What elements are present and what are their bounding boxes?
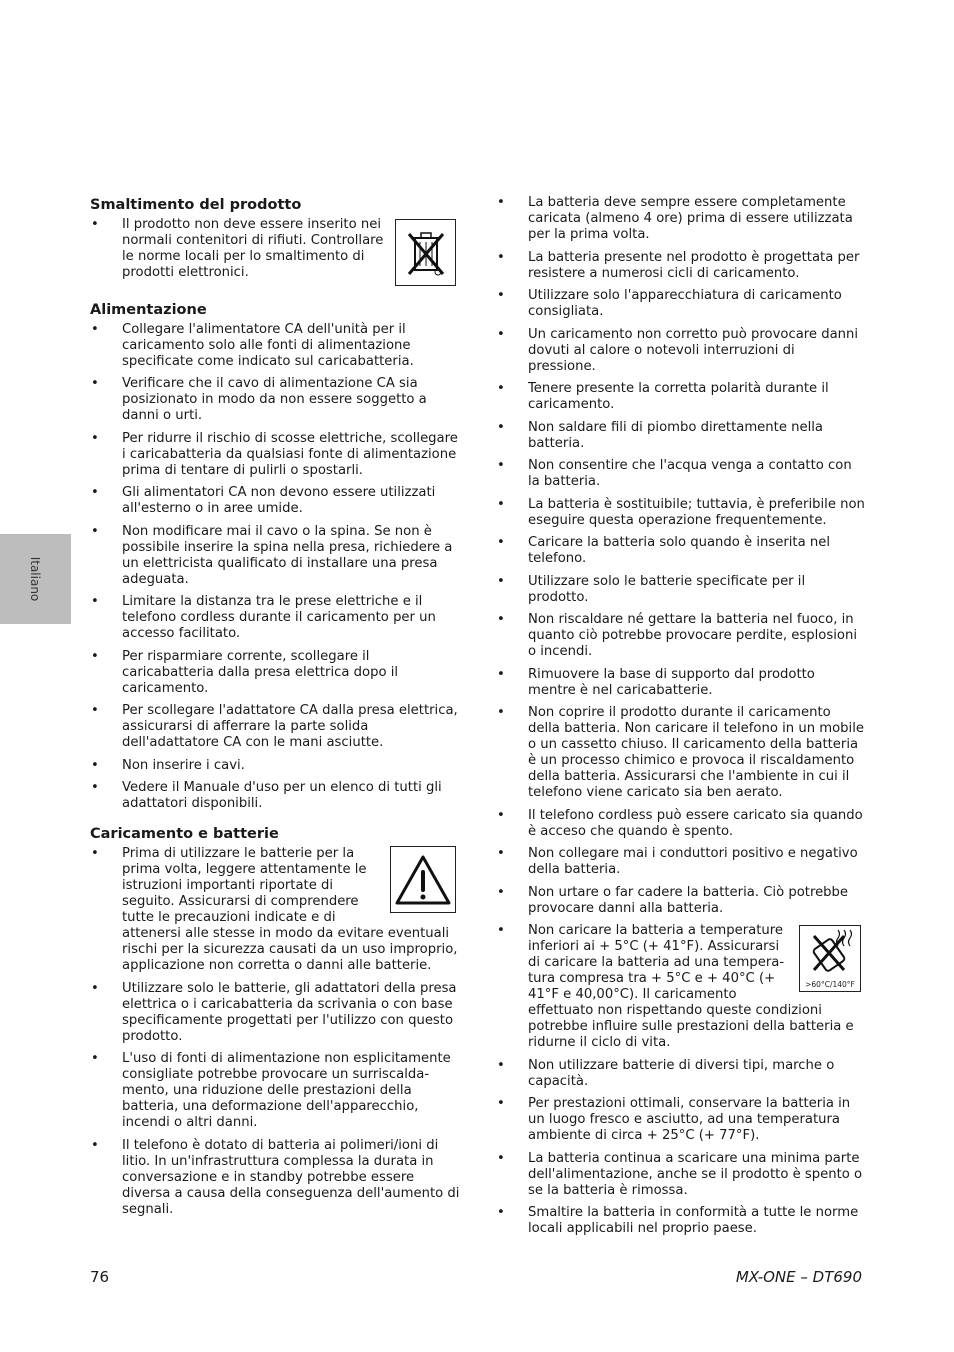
list-item: • Caricare la batteria solo quando è inserita nel telefono. (496, 535, 866, 567)
list-item: • Non utilizzare batterie di diversi tipi, marche o capacità. (496, 1058, 866, 1090)
list-item: • Non saldare fili di piombo direttamente nella batteria. (496, 420, 866, 452)
list-item: • La batteria continua a scaricare una minima parte dell'alimentazione, anche se il prodotto è spento o se la batteria è rimossa. (496, 1151, 866, 1199)
list-item: • Non collegare mai i conduttori positivo e negativo della batteria. (496, 846, 866, 878)
language-label: Italiano (28, 556, 42, 602)
list-item: • Verificare che il cavo di alimentazione CA sia posizionato in modo da non essere soggetto a danni o urti. (90, 376, 460, 424)
list-item: • Limitare la distanza tra le prese elettriche e il telefono cordless durante il caricamento per un accesso facilitato. (90, 594, 460, 642)
list-item: • Prima di utilizzare le batterie per la prima volta, leggere attentamente le istruzioni importanti riportate di seguito. Assicurarsi di comprendere tutte le precauzioni indicate e di attenersi alle stesse in modo da evitare eventuali rischi per la sicurezza causati da un uso improprio, applicazione non corretta o danni alle batterie. (90, 846, 460, 974)
power-section (90, 301, 460, 813)
battery-heat-warning-icon (799, 925, 861, 992)
list-item: • Per prestazioni ottimali, conservare la batteria in un luogo fresco e asciutto, ad una temperatura ambiente di circa + 25°C (+ 77°F). (496, 1096, 866, 1144)
list-item: • Utilizzare solo le batterie, gli adattatori della presa elettrica o i caricabatteria da scrivania o con base specificamente progettati per l'utilizzo con questo prodotto. (90, 981, 460, 1045)
list-item: • Per scollegare l'adattatore CA dalla presa elettrica, assicurarsi di afferrare la parte solida dell'adattatore CA con le mani asciutte. (90, 703, 460, 751)
disposal-list (90, 217, 460, 281)
list-item: • Non inserire i cavi. (90, 758, 460, 774)
charging-heading: Caricamento e batterie (90, 826, 279, 842)
list-item: • Il telefono è dotato di batteria ai polimeri/ioni di litio. In un'infrastruttura complessa la durata in conversazione e in standby potrebbe essere diversa a causa della conseguenza dell'aumento di segnali. (90, 1138, 460, 1218)
list-item: • Utilizzare solo le batterie specificate per il prodotto. (496, 574, 866, 606)
power-heading: Alimentazione (90, 301, 207, 318)
right-column (496, 195, 866, 1244)
product-name: MX-ONE – DT690 (735, 1268, 862, 1286)
list-item: • Non coprire il prodotto durante il caricamento della batteria. Non caricare il telefono in un mobile o un cassetto chiuso. Il caricamento della batteria è un processo chimico e provoca il riscaldamento della batteria. Assicurarsi che l'ambiente in cui il telefono viene caricato sia ben aerato. (496, 705, 866, 801)
list-item: • Vedere il Manuale d'uso per un elenco di tutti gli adattatori disponibili. (90, 780, 460, 812)
list-item: • La batteria deve sempre essere completamente caricata (almeno 4 ore) prima di essere utilizzata per la prima volta. (496, 195, 866, 243)
disposal-section (90, 196, 460, 288)
list-item: • Rimuovere la base di supporto dal prodotto mentre è nel caricabatterie. (496, 667, 866, 699)
list-item: • L'uso di fonti di alimentazione non esplicitamente consigliate potrebbe provocare un surriscalda-mento, una riduzione delle prestazioni della batteria, una deformazione dell'apparecchio, incendi o altri danni. (90, 1051, 460, 1131)
temperature-label: • >60°C/140°F (805, 980, 855, 989)
list-item: • Non riscaldare né gettare la batteria nel fuoco, in quanto ciò potrebbe provocare perdite, esplosioni o incendi. (496, 612, 866, 660)
list-item: • Un caricamento non corretto può provocare danni dovuti al calore o notevoli interruzioni di pressione. (496, 327, 866, 375)
list-item: • La batteria è sostituibile; tuttavia, è preferibile non eseguire questa operazione frequentemente. (496, 497, 866, 529)
power-list (90, 322, 460, 813)
page-number: 76 (90, 1268, 110, 1286)
disposal-heading: Smaltimento del prodotto (90, 197, 302, 213)
list-item: • Non consentire che l'acqua venga a contatto con la batteria. (496, 458, 866, 490)
list-item: • Il telefono cordless può essere caricato sia quando è acceso che quando è spento. (496, 808, 866, 840)
list-item: • Non modificare mai il cavo o la spina. Se non è possibile inserire la spina nella presa, richiedere a un elettricista qualificato di installare una presa adeguata. (90, 524, 460, 588)
charging-section (90, 825, 460, 1218)
list-item: • Per ridurre il rischio di scosse elettriche, scollegare i caricabatteria da qualsiasi fonte di alimentazione prima di tentare di pulirli o spostarli. (90, 431, 460, 479)
list-item: • Collegare l'alimentatore CA dell'unità per il caricamento solo alle fonti di alimentazione specificate come indicato sul caricabatteria. (90, 322, 460, 370)
list-item: • Tenere presente la corretta polarità durante il caricamento. (496, 381, 866, 413)
left-column (90, 196, 460, 1231)
list-item: • La batteria presente nel prodotto è progettata per resistere a numerosi cicli di caricamento. (496, 250, 866, 282)
language-side-tab (0, 534, 71, 624)
battery-list (496, 195, 866, 1237)
list-item-text: Non caricare la batteria a temperature inferiori ai + 5°C (+ 41°F). Assicurarsi di caricare la batteria ad una tempera-tura compresa tra + 5°C e + 40°C (+ 41°F e 40,00°C). Il caricamento effettuato non rispettando queste condizioni potrebbe influire sulle prestazioni della batteria e ridurne il ciclo di vita. (528, 923, 854, 1050)
list-item: • Gli alimentatori CA non devono essere utilizzati all'esterno o in aree umide. (90, 485, 460, 517)
list-item: • Smaltire la batteria in conformità a tutte le norme locali applicabili nel proprio paese. (496, 1205, 866, 1237)
list-item: • Il prodotto non deve essere inserito nei normali contenitori di rifiuti. Controllare le norme locali per lo smaltimento di prodotti elettronici. (90, 217, 460, 281)
list-item: • Per risparmiare corrente, scollegare il caricabatteria dalla presa elettrica dopo il caricamento. (90, 649, 460, 697)
list-item-temperature (496, 923, 866, 1051)
list-item: • Non urtare o far cadere la batteria. Ciò potrebbe provocare danni alla batteria. (496, 885, 866, 917)
list-item: • Utilizzare solo l'apparecchiatura di caricamento consigliata. (496, 288, 866, 320)
charging-list (90, 846, 460, 1218)
